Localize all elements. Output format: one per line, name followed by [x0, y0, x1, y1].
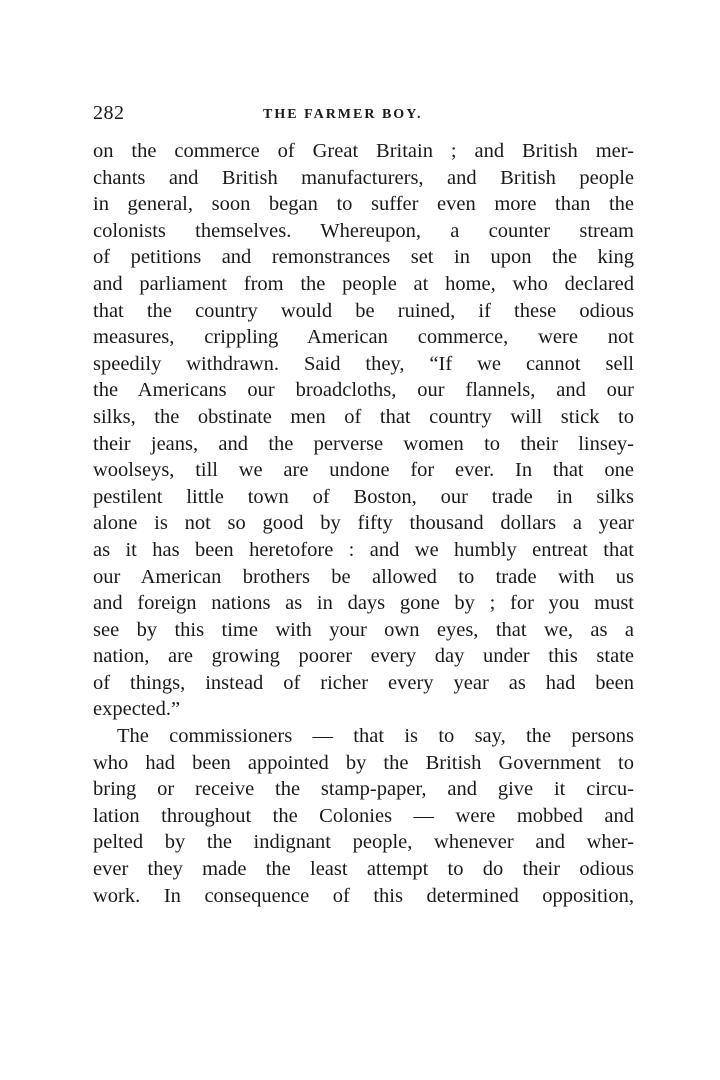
text-line: lation throughout the Colonies — were mobbed and	[93, 804, 634, 827]
text-line: in general, soon began to suffer even more than the	[93, 193, 634, 216]
text-line: woolseys, till we are undone for ever. In that one	[93, 459, 634, 482]
running-title: THE FARMER BOY.	[263, 107, 423, 122]
text-line: that the country would be ruined, if these odious	[93, 299, 634, 322]
text-line: our American brothers be allowed to trade with us	[93, 565, 634, 588]
text-line: and foreign nations as in days gone by ; for you must	[93, 592, 634, 615]
text-line: bring or receive the stamp-paper, and give it circu-	[93, 778, 634, 801]
body-text	[93, 138, 634, 909]
text-line: work. In consequence of this determined opposition,	[93, 884, 634, 907]
paragraph-first-line: The commissioners — that is to say, the persons	[117, 725, 634, 748]
text-line: of things, instead of richer every year as had been	[93, 671, 634, 694]
text-line: speedily withdrawn. Said they, “If we cannot sell	[93, 352, 634, 375]
text-line: measures, crippling American commerce, were not	[93, 326, 634, 349]
text-line: the Americans our broadcloths, our flannels, and our	[93, 379, 634, 402]
text-line: silks, the obstinate men of that country will stick to	[93, 405, 634, 428]
text-line: pestilent little town of Boston, our trade in silks	[93, 485, 634, 508]
text-line: nation, are growing poorer every day under this state	[93, 645, 634, 668]
text-line: ever they made the least attempt to do their odious	[93, 858, 634, 881]
text-line: their jeans, and the perverse women to their linsey-	[93, 432, 634, 455]
text-line: and parliament from the people at home, who declared	[93, 272, 634, 295]
text-line: of petitions and remonstrances set in upon the king	[93, 246, 634, 269]
text-line: as it has been heretofore : and we humbly entreat that	[93, 538, 634, 561]
text-line: colonists themselves. Whereupon, a counter stream	[93, 219, 634, 242]
text-line: who had been appointed by the British Government to	[93, 751, 634, 774]
running-head	[93, 102, 637, 132]
text-line: expected.”	[93, 698, 181, 721]
text-line: chants and British manufacturers, and British people	[93, 166, 634, 189]
text-line: on the commerce of Great Britain ; and British mer-	[93, 140, 634, 162]
text-line: pelted by the indignant people, whenever and wher-	[93, 831, 634, 854]
text-line: alone is not so good by fifty thousand dollars a year	[93, 512, 634, 535]
page-number: 282	[93, 102, 125, 124]
text-line: see by this time with your own eyes, that we, as a	[93, 618, 634, 641]
